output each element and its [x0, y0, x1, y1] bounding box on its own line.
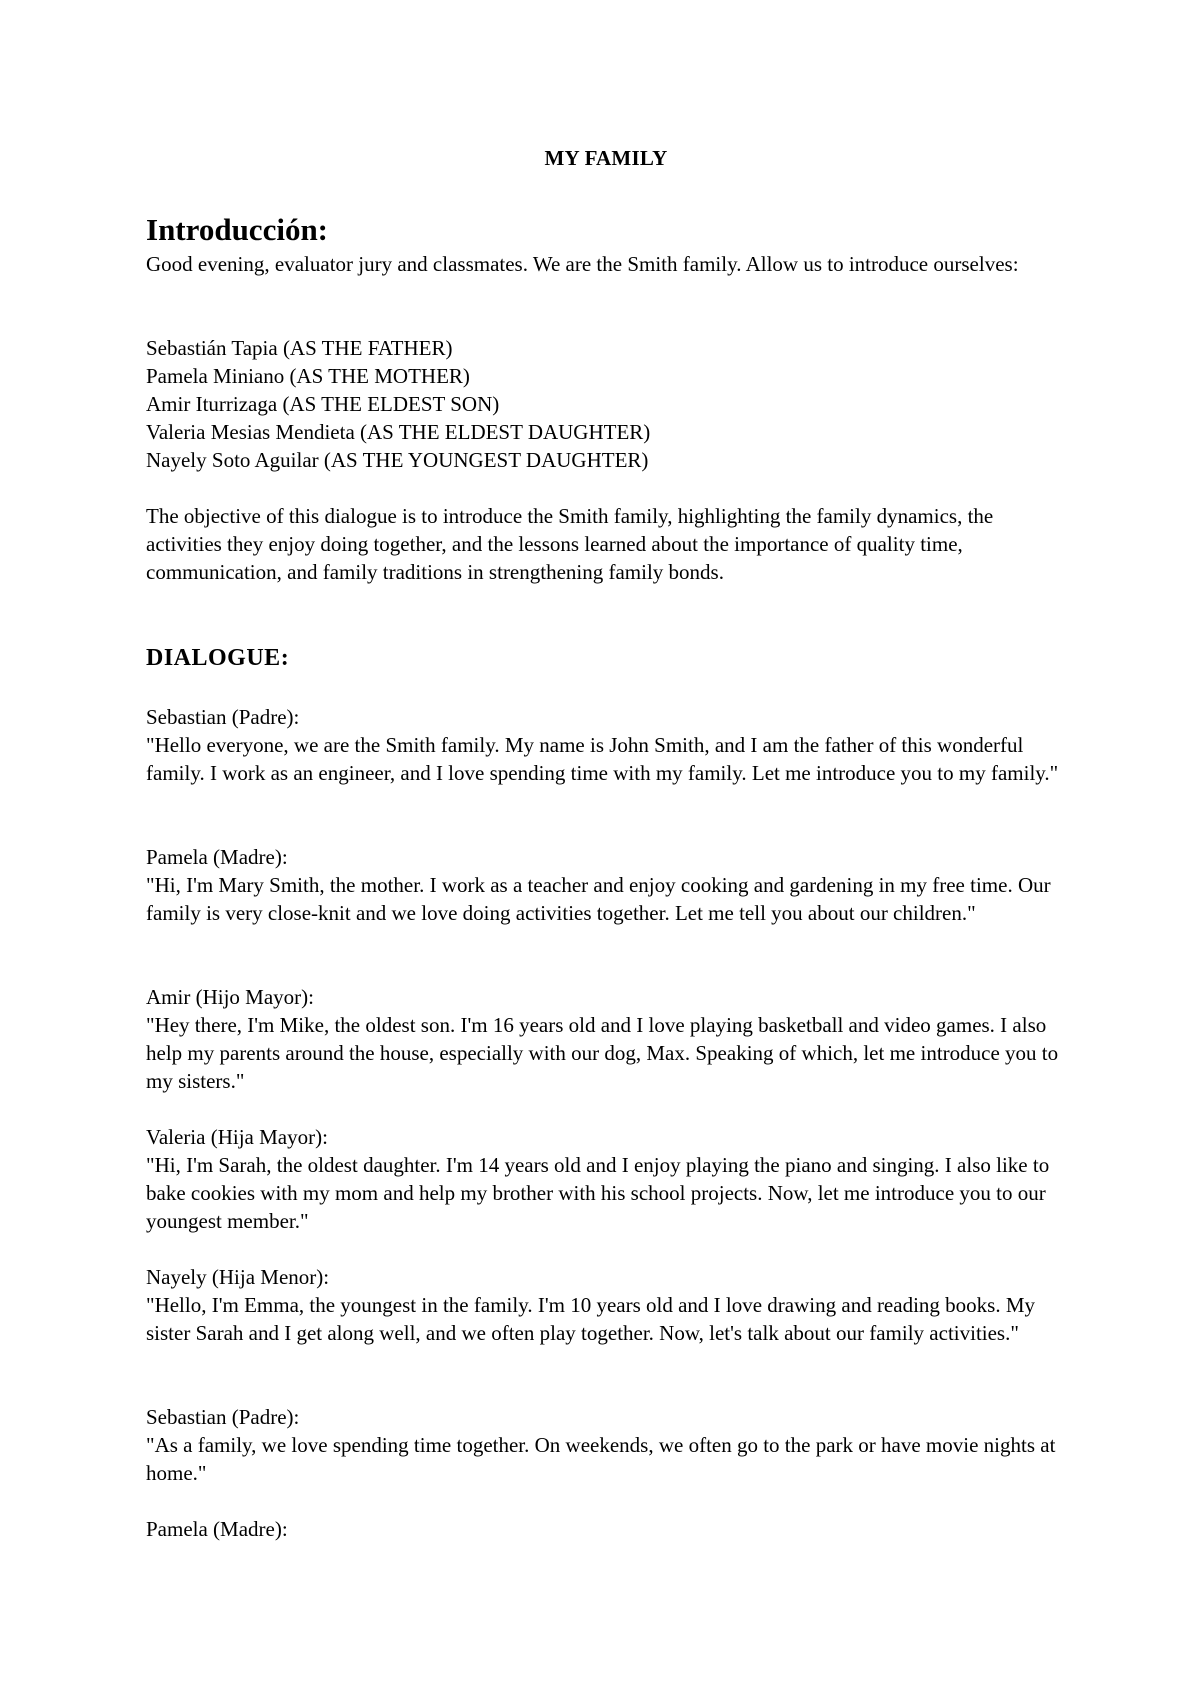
dialogue-heading: DIALOGUE:	[146, 645, 290, 671]
speaker-name: Pamela (Madre):	[146, 845, 288, 869]
speaker-line: "Hey there, I'm Mike, the oldest son. I'm 16 years old and I love playing basketball and video games. I also help my parents around the house, especially with our dog, Max. Speaking of which, let me introduce you to my sisters."	[146, 1013, 1059, 1093]
speaker-name: Sebastian (Padre):	[146, 705, 300, 729]
speaker-name: Pamela (Madre):	[146, 1517, 288, 1541]
document-title: MY FAMILY	[544, 146, 668, 170]
cast-item-father: Sebastián Tapia (AS THE FATHER)	[146, 336, 453, 360]
dialogue-entry	[146, 983, 1066, 1095]
dialogue-entry	[146, 1123, 1066, 1235]
cast-item-eldest-daughter: Valeria Mesias Mendieta (AS THE ELDEST DAUGHTER)	[146, 420, 651, 444]
cast-item-mother: Pamela Miniano (AS THE MOTHER)	[146, 364, 470, 388]
speaker-name: Valeria (Hija Mayor):	[146, 1125, 328, 1149]
speaker-line: "Hello everyone, we are the Smith family. My name is John Smith, and I am the father of this wonderful family. I work as an engineer, and I love spending time with my family. Let me introduce you to my family."	[146, 733, 1059, 785]
intro-paragraph	[146, 250, 1066, 278]
dialogue-entry	[146, 1263, 1066, 1347]
dialogue-entry	[146, 843, 1066, 927]
cast-list	[146, 334, 1066, 474]
dialogue-entry	[146, 703, 1066, 787]
speaker-name: Nayely (Hija Menor):	[146, 1265, 330, 1289]
speaker-name: Sebastian (Padre):	[146, 1405, 300, 1429]
speaker-name: Amir (Hijo Mayor):	[146, 985, 314, 1009]
objective-paragraph	[146, 502, 1066, 586]
speaker-line: "Hi, I'm Mary Smith, the mother. I work as a teacher and enjoy cooking and gardening in my free time. Our family is very close-knit and we love doing activities together. Let me tell you about our children."	[146, 873, 1051, 925]
dialogue-entry	[146, 1403, 1066, 1487]
speaker-line: "Hi, I'm Sarah, the oldest daughter. I'm 14 years old and I enjoy playing the piano and singing. I also like to bake cookies with my mom and help my brother with his school projects. Now, let me introduce you to our youngest member."	[146, 1153, 1050, 1233]
objective-text: The objective of this dialogue is to introduce the Smith family, highlighting the family dynamics, the activities they enjoy doing together, and the lessons learned about the importance of quality time, communication, and family traditions in strengthening family bonds.	[146, 504, 994, 584]
intro-heading: Introducción:	[146, 212, 329, 247]
intro-text: Good evening, evaluator jury and classmates. We are the Smith family. Allow us to introduce ourselves:	[146, 252, 1019, 276]
dialogue-entry	[146, 1515, 1066, 1543]
speaker-line: "Hello, I'm Emma, the youngest in the family. I'm 10 years old and I love drawing and reading books. My sister Sarah and I get along well, and we often play together. Now, let's talk about our family activities."	[146, 1293, 1036, 1345]
cast-item-youngest-daughter: Nayely Soto Aguilar (AS THE YOUNGEST DAUGHTER)	[146, 448, 649, 472]
speaker-line: "As a family, we love spending time together. On weekends, we often go to the park or have movie nights at home."	[146, 1433, 1056, 1485]
cast-item-eldest-son: Amir Iturrizaga (AS THE ELDEST SON)	[146, 392, 500, 416]
